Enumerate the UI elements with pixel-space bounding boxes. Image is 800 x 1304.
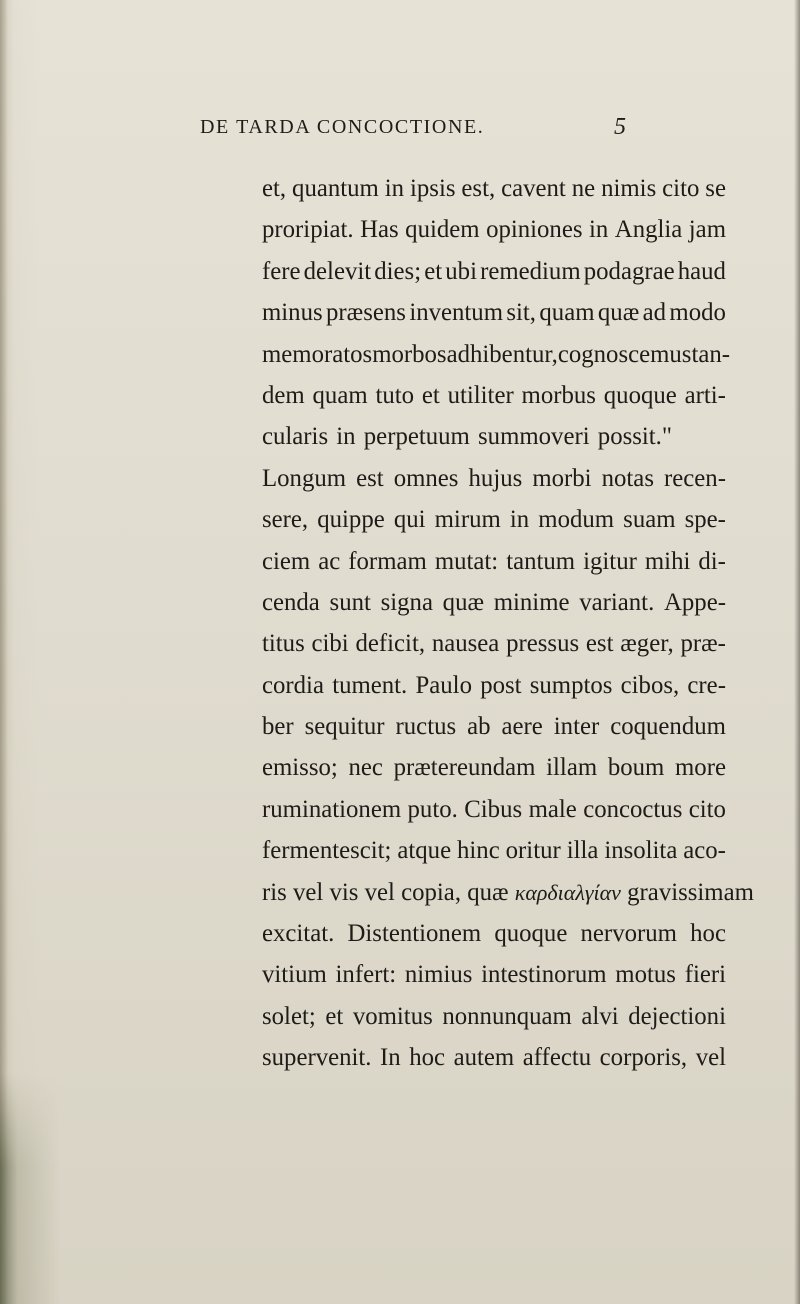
word: omnes [393, 464, 459, 492]
word: dejectioni [628, 1002, 726, 1030]
word: sit, [506, 299, 537, 327]
word: excitat. [262, 920, 335, 948]
greek-word: καρδιαλγίαν [514, 879, 621, 905]
word: morbos [372, 340, 447, 368]
text-line [262, 706, 726, 747]
word: ciem [262, 547, 311, 575]
word: quam [312, 381, 368, 409]
word: male [528, 795, 577, 823]
word: se [705, 175, 726, 202]
word: Anglia [614, 216, 683, 244]
word: di- [698, 547, 726, 575]
word: boum [607, 754, 665, 782]
word: ad [642, 299, 667, 327]
word: Cibus [464, 795, 523, 823]
word: dem [262, 381, 305, 409]
word: Distentionem [347, 920, 482, 948]
word: modum [538, 506, 615, 534]
word: et [424, 257, 443, 285]
word: nimius [404, 961, 473, 989]
word: utiliter [447, 381, 514, 409]
text-line [262, 1037, 726, 1078]
word: in [509, 506, 530, 534]
word: et [325, 1002, 344, 1030]
word: In [380, 1044, 401, 1072]
word: ab [467, 713, 491, 741]
word: delevit [303, 257, 372, 285]
word: modo [669, 299, 726, 327]
word: podagrae [583, 257, 675, 285]
text-line [262, 623, 726, 664]
word: præ- [680, 630, 726, 658]
word: tan- [691, 340, 731, 368]
word: ubi [445, 257, 477, 285]
word: tuto [375, 381, 415, 409]
word: formam [348, 547, 427, 575]
word: dies; [374, 257, 422, 285]
word: atque [397, 837, 452, 865]
word: cibos, [620, 671, 680, 699]
word: ipsis [410, 175, 456, 202]
word: hinc [457, 837, 500, 865]
word: prætereundam [393, 754, 536, 782]
body-text [262, 168, 754, 1079]
word: tument. [332, 671, 408, 699]
text-line [262, 375, 726, 416]
word: post [480, 671, 522, 699]
word: cenda [262, 588, 320, 616]
word: cito [688, 795, 726, 823]
word: illam [546, 754, 598, 782]
text-line [262, 334, 731, 375]
word: jam [688, 216, 726, 244]
word: inventum [409, 299, 503, 327]
text-line [262, 541, 726, 582]
word: titus [262, 630, 305, 658]
word: nausea [431, 630, 500, 658]
word: quæ [442, 588, 485, 616]
word: et [421, 381, 440, 409]
word: signa [380, 588, 433, 616]
word: arti- [684, 381, 726, 409]
word: hoc [409, 1044, 446, 1072]
word: igitur [583, 547, 637, 575]
text-segment: gravissimam [620, 878, 754, 906]
text-line [262, 292, 726, 333]
word: cognoscemus [557, 340, 692, 368]
word: est [585, 630, 614, 658]
text-line-with-greek [262, 872, 754, 913]
text-line [262, 954, 726, 995]
word: ne [571, 175, 596, 202]
word: nonnunquam [442, 1002, 572, 1030]
word: mirum [434, 506, 501, 534]
word: vitium [262, 961, 327, 989]
text-line [262, 830, 726, 871]
word: morbi [532, 464, 592, 492]
word: cordia [262, 671, 324, 699]
word: et, [262, 175, 287, 202]
word: præsens [326, 299, 406, 327]
word: minus [262, 299, 323, 327]
word: pressus [506, 630, 580, 658]
word: insolita [604, 837, 678, 865]
word: quippe [317, 506, 385, 534]
word: quam [539, 299, 595, 327]
word: quoque [494, 920, 568, 948]
word: autem [453, 1044, 515, 1072]
word: quantum [292, 175, 379, 202]
word: suam [623, 506, 676, 534]
word: fermentescit; [262, 837, 392, 865]
word: Paulo [415, 671, 472, 699]
word: motus [615, 961, 676, 989]
word: ruminationem [262, 795, 402, 823]
word: sere, [262, 506, 309, 534]
text-line [262, 747, 726, 788]
word: fere [262, 257, 301, 285]
word: qui [393, 506, 426, 534]
page-header [200, 110, 626, 144]
binding-stain [0, 1074, 70, 1304]
word: corporis, [599, 1044, 688, 1072]
text-line [262, 582, 726, 623]
word: sunt [329, 588, 371, 616]
text-line [262, 209, 726, 250]
word: haud [677, 257, 726, 285]
word: memoratos [262, 340, 373, 368]
text-line [262, 665, 726, 706]
word: quoque [603, 381, 677, 409]
word: inter [553, 713, 600, 741]
word: intestinorum [481, 961, 607, 989]
word: nimis [601, 175, 657, 202]
text-line [262, 251, 726, 292]
word: æger, [620, 630, 674, 658]
word: in [384, 175, 405, 202]
word: minime [493, 588, 570, 616]
word: ac [318, 547, 341, 575]
word: concoctus [583, 795, 683, 823]
text-line [262, 789, 726, 830]
word: quæ [597, 299, 640, 327]
word: notas [601, 464, 654, 492]
word: solet; [262, 1002, 316, 1030]
word: vel [695, 1044, 726, 1072]
word: ructus [395, 713, 457, 741]
word: Appe- [663, 588, 726, 616]
word: proripiat. [262, 216, 354, 244]
word: hoc [690, 920, 726, 948]
word: puto. [407, 795, 458, 823]
word: hujus [468, 464, 523, 492]
text-line [262, 996, 726, 1037]
word: vomitus [352, 1002, 433, 1030]
word: remedium [480, 257, 581, 285]
word: cre- [687, 671, 726, 699]
word: ber [262, 713, 294, 741]
word: emisso; [262, 754, 338, 782]
word: cito [662, 175, 700, 202]
word: quidem [405, 216, 480, 244]
word: oritur [505, 837, 561, 865]
word: nec [348, 754, 383, 782]
word: more [675, 754, 726, 782]
page-number: 5 [614, 114, 626, 140]
word: recen- [664, 464, 726, 492]
text-line [262, 913, 726, 954]
word: deficit, [355, 630, 426, 658]
word: fieri [684, 961, 726, 989]
page-edge-shadow [794, 0, 800, 1304]
word: tantum [506, 547, 576, 575]
word: coquendum [610, 713, 726, 741]
running-head: DE TARDA CONCOCTIONE. [200, 116, 485, 138]
word: aco- [683, 837, 726, 865]
word: variant. [579, 588, 655, 616]
word: sumptos [529, 671, 613, 699]
word: sequitur [304, 713, 385, 741]
text-line: cularis in perpetuum summoveri possit." [262, 423, 672, 451]
word: mutat: [434, 547, 499, 575]
word: illa [566, 837, 599, 865]
word: affectu [522, 1044, 592, 1072]
word: Longum [262, 464, 347, 492]
word: cibi [311, 630, 349, 658]
word: morbus [521, 381, 596, 409]
text-segment: ris vel vis vel copia, quæ [262, 878, 515, 906]
word: Has [360, 216, 399, 244]
word: cavent [501, 175, 566, 202]
word: nervorum [580, 920, 677, 948]
word: spe- [684, 506, 726, 534]
word: est [356, 464, 384, 492]
word: infert: [335, 961, 397, 989]
word: mihi [644, 547, 691, 575]
text-line [262, 168, 726, 209]
word: est, [461, 175, 496, 202]
word: supervenit. [262, 1044, 372, 1072]
word: in [589, 216, 609, 244]
text-line [262, 458, 726, 499]
word: opiniones [486, 216, 583, 244]
text-line [262, 499, 726, 540]
word: aere [501, 713, 543, 741]
word: adhibentur, [446, 340, 558, 368]
word: alvi [581, 1002, 619, 1030]
